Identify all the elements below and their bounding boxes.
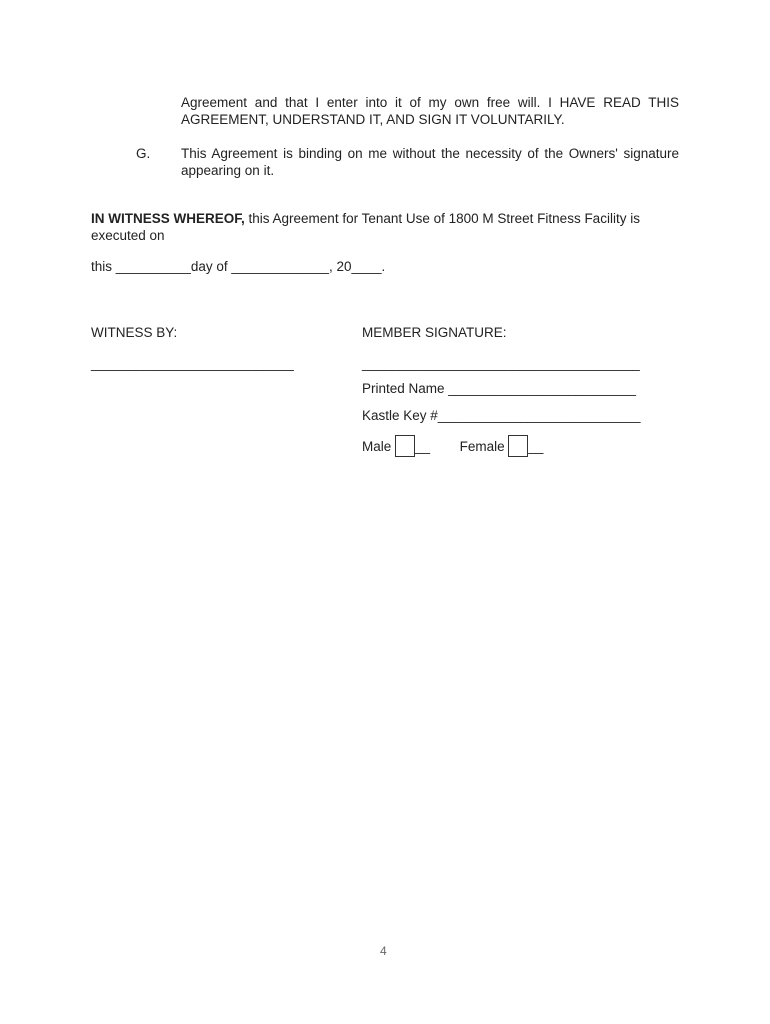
female-label: Female bbox=[459, 439, 509, 454]
page-number: 4 bbox=[380, 944, 387, 958]
witness-clause bbox=[91, 210, 640, 227]
witness-clause-bold-lead: IN WITNESS WHEREOF, bbox=[91, 211, 245, 226]
clause-g-label: G. bbox=[136, 146, 151, 161]
witness-signature-line[interactable]: ___________________________ bbox=[91, 356, 294, 371]
male-label: Male bbox=[362, 439, 396, 454]
male-underline: __ bbox=[415, 439, 431, 454]
female-checkbox[interactable] bbox=[508, 435, 528, 457]
clause-g-text: This Agreement is binding on me without the necessity of the Owners' signature appearing on it. bbox=[181, 146, 679, 178]
printed-name-field[interactable]: Printed Name _________________________ bbox=[362, 381, 636, 396]
member-signature-line[interactable]: _____________________________________ bbox=[362, 356, 640, 371]
member-signature-label: MEMBER SIGNATURE: bbox=[362, 325, 507, 340]
witness-by-label: WITNESS BY: bbox=[91, 325, 178, 340]
gender-row bbox=[362, 435, 543, 457]
male-checkbox[interactable] bbox=[395, 435, 415, 457]
kastle-key-field[interactable]: Kastle Key #___________________________ bbox=[362, 408, 641, 423]
witness-clause-continuation: executed on bbox=[91, 228, 165, 243]
female-underline: __ bbox=[528, 439, 544, 454]
witness-clause-text: this Agreement for Tenant Use of 1800 M Street Fitness Facility is bbox=[244, 211, 640, 226]
clause-f-continuation: Agreement and that I enter into it of my own free will. I HAVE READ THIS AGREEMENT, UNDERSTAND IT, AND SIGN IT VOLUNTARILY. bbox=[181, 95, 679, 127]
date-line: this __________day of _____________, 20____. bbox=[91, 259, 386, 274]
